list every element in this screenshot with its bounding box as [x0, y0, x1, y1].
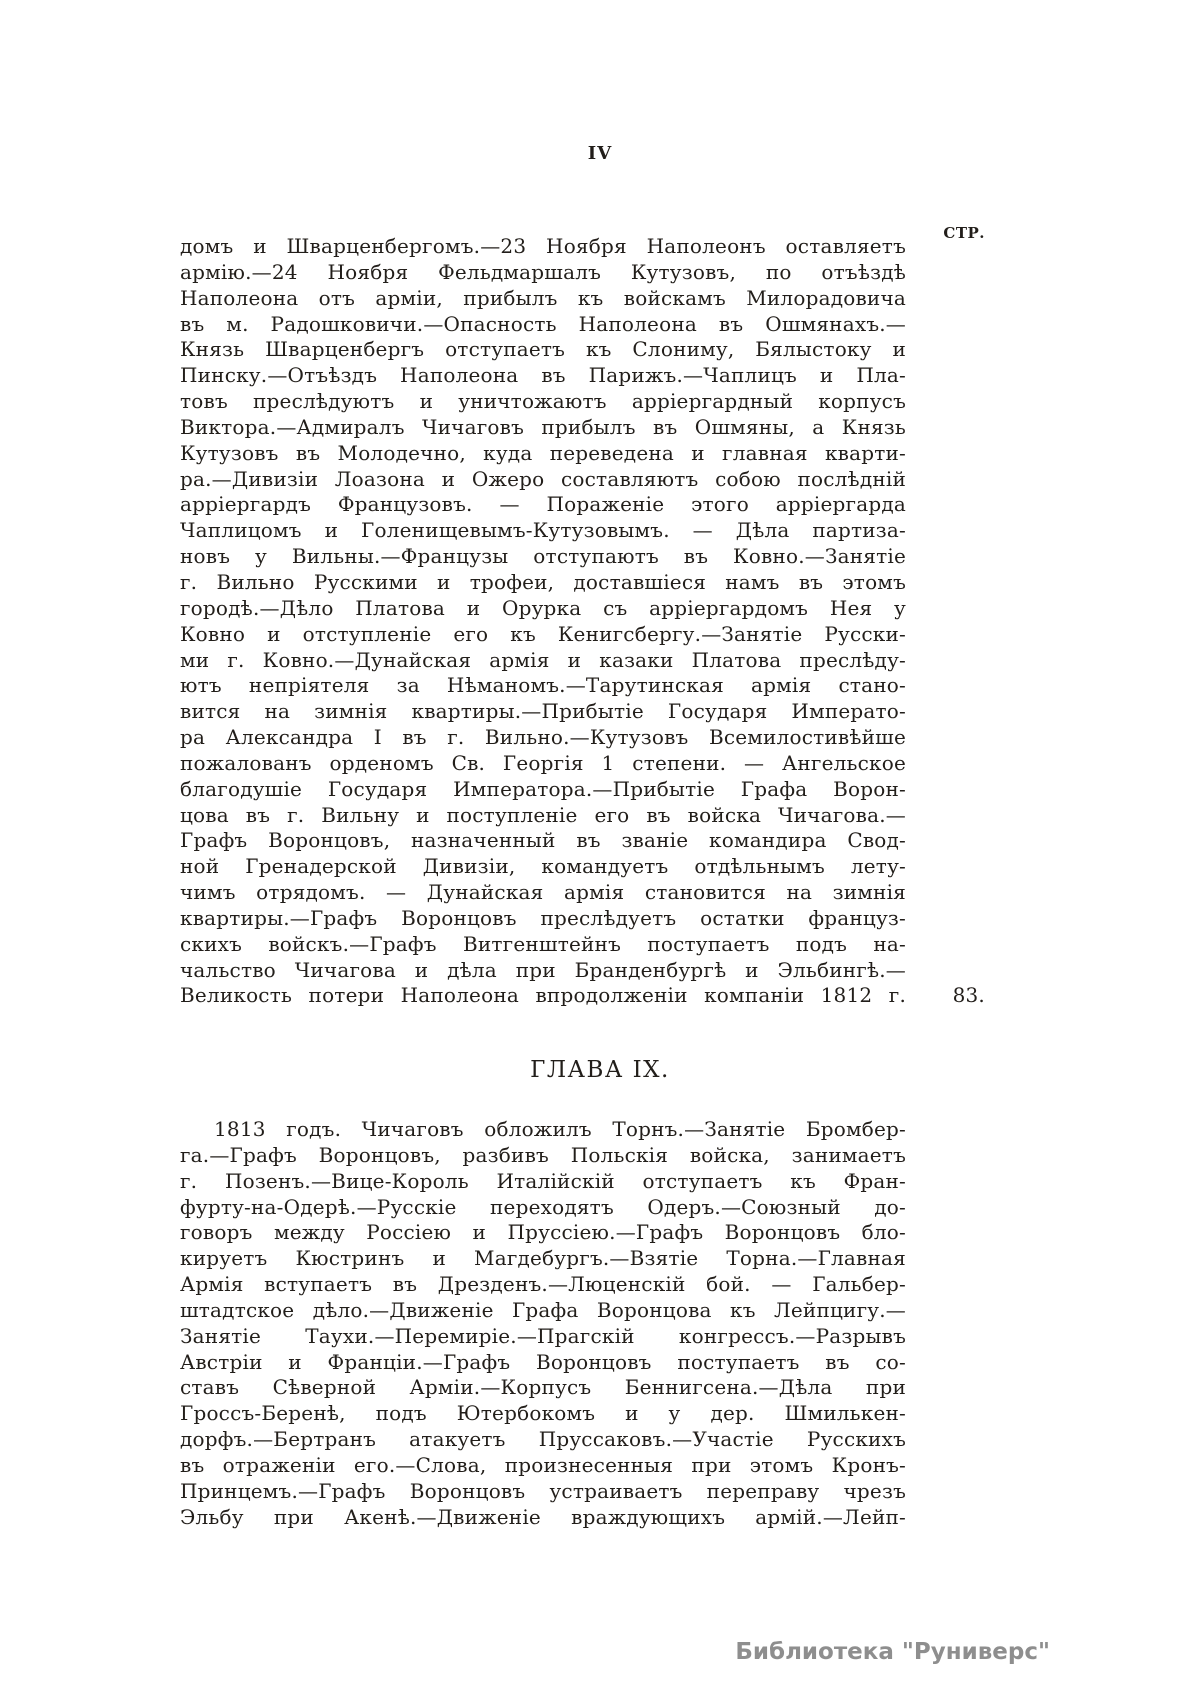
toc-line: Ковно и отступленіе его къ Кенигсбергу.—Занятіе Русски- — [180, 621, 906, 646]
toc-line: Австріи и Франціи.—Графъ Воронцовъ поступаетъ въ со- — [180, 1349, 906, 1374]
toc-line: 1813 годъ. Чичаговъ обложилъ Торнъ.—Занятіе Бромбер- — [214, 1117, 906, 1141]
toc-line: вится на зимнія квартиры.—Прибытіе Государя Императо- — [180, 699, 906, 724]
toc-line: Гроссъ-Беренѣ, подъ Ютербокомъ и у дер. Шмилькен- — [180, 1401, 906, 1426]
toc-line: Эльбу при Акенѣ.—Движеніе враждующихъ армій.—Лейп- — [180, 1504, 906, 1529]
toc-line: говоръ между Россіею и Пруссіею.—Графъ Воронцовъ бло- — [180, 1220, 906, 1245]
toc-line: домъ и Шварценбергомъ.—23 Ноября Наполеонъ оставляетъ — [180, 234, 906, 258]
toc-line: Принцемъ.—Графъ Воронцовъ устраиваетъ переправу чрезъ — [180, 1478, 906, 1503]
toc-line: скихъ войскъ.—Графъ Витгенштейнъ поступаетъ подъ на- — [180, 931, 906, 956]
toc-line: ра Александра I въ г. Вильно.—Кутузовъ Всемилостивѣйше — [180, 725, 906, 750]
toc-line: пожалованъ орденомъ Св. Георгія 1 степени. — Ангельское — [180, 750, 906, 775]
toc-line: благодушіе Государя Императора.—Прибытіе Графа Ворон- — [180, 776, 906, 801]
toc-line: цова въ г. Вильну и поступленіе его въ войска Чичагова.— — [180, 802, 906, 827]
toc-line: ставъ Сѣверной Арміи.—Корпусъ Беннигсена.—Дѣла при — [180, 1375, 906, 1400]
toc-line: ра.—Дивизіи Лоазона и Ожеро составляютъ собою послѣдній — [180, 466, 906, 491]
toc-line: Великость потери Наполеона впродолженіи компаніи 1812 г. — [180, 983, 906, 1008]
toc-line: Графъ Воронцовъ, назначенный въ званіе командира Свод- — [180, 828, 906, 853]
toc-line: чальство Чичагова и дѣла при Бранденбургѣ и Эльбингѣ.— — [180, 957, 906, 982]
toc-line: чимъ отрядомъ. — Дунайская армія становится на зимнія — [180, 880, 906, 905]
toc-page-ref: 83. — [952, 983, 985, 1008]
toc-line: ютъ непріятеля за Нѣманомъ.—Тарутинская армія стано- — [180, 673, 906, 698]
toc-line: г. Позенъ.—Вице-Король Италійскій отступаетъ къ Фран- — [180, 1168, 906, 1193]
toc-line: Виктора.—Адмиралъ Чичаговъ прибылъ въ Ошмяны, а Князь — [180, 414, 906, 439]
toc-entry-chapter-9 — [180, 1117, 906, 1531]
toc-line: новъ у Вильны.—Французы отступаютъ въ Ковно.—Занятіе — [180, 544, 906, 569]
toc-line: квартиры.—Графъ Воронцовъ преслѣдуетъ остатки француз- — [180, 905, 906, 930]
library-watermark: Библиотека "Руниверс" — [735, 1639, 1050, 1665]
toc-line: Кутузовъ въ Молодечно, куда переведена и главная кварти- — [180, 440, 906, 465]
toc-line: въ м. Радошковичи.—Опасность Наполеона въ Ошмянахъ.— — [180, 311, 906, 336]
toc-line: дорфъ.—Бертранъ атакуетъ Пруссаковъ.—Участіе Русскихъ — [180, 1427, 906, 1452]
toc-line: Князь Шварценбергъ отступаетъ къ Слониму, Бялыстоку и — [180, 337, 906, 362]
toc-line: г. Вильно Русскими и трофеи, доставшіеся намъ въ этомъ — [180, 569, 906, 594]
toc-line: га.—Графъ Воронцовъ, разбивъ Польскія войска, занимаетъ — [180, 1142, 906, 1167]
toc-line: штадтское дѣло.—Движеніе Графа Воронцова къ Лейпцигу.— — [180, 1297, 906, 1322]
page-number: IV — [587, 143, 613, 164]
toc-line: армію.—24 Ноября Фельдмаршалъ Кутузовъ, по отъѣздѣ — [180, 259, 906, 284]
toc-line: Чаплицомъ и Голенищевымъ-Кутузовымъ. — Дѣла партиза- — [180, 518, 906, 543]
toc-line: арріергардъ Французовъ. — Пораженіе этого арріергарда — [180, 492, 906, 517]
toc-line: ной Гренадерской Дивизіи, командуетъ отдѣльнымъ лету- — [180, 854, 906, 879]
toc-line: фурту-на-Одерѣ.—Русскіе переходятъ Одеръ.—Союзный до- — [180, 1194, 906, 1219]
toc-line: городѣ.—Дѣло Платова и Орурка съ арріергардомъ Нея у — [180, 595, 906, 620]
toc-line: Наполеона отъ арміи, прибылъ къ войскамъ Милорадовича — [180, 285, 906, 310]
page-column-header-str: СТР. — [943, 224, 985, 242]
toc-line: въ отраженіи его.—Слова, произнесенныя при этомъ Кронъ- — [180, 1452, 906, 1477]
toc-line: товъ преслѣдуютъ и уничтожаютъ арріергардный корпусъ — [180, 389, 906, 414]
toc-entry-chapter-8 — [180, 234, 985, 1009]
chapter-9-heading: ГЛАВА IX. — [530, 1057, 670, 1083]
toc-line: ми г. Ковно.—Дунайская армія и казаки Платова преслѣду- — [180, 647, 906, 672]
toc-line: Пинску.—Отъѣздъ Наполеона въ Парижъ.—Чаплицъ и Пла- — [180, 363, 906, 388]
toc-line: кируетъ Кюстринъ и Магдебургъ.—Взятіе Торна.—Главная — [180, 1246, 906, 1271]
toc-line: Занятіе Таухи.—Перемиріе.—Прагскій конгрессъ.—Разрывъ — [180, 1323, 906, 1348]
toc-line: Армія вступаетъ въ Дрезденъ.—Люценскій бой. — Гальбер- — [180, 1272, 906, 1297]
